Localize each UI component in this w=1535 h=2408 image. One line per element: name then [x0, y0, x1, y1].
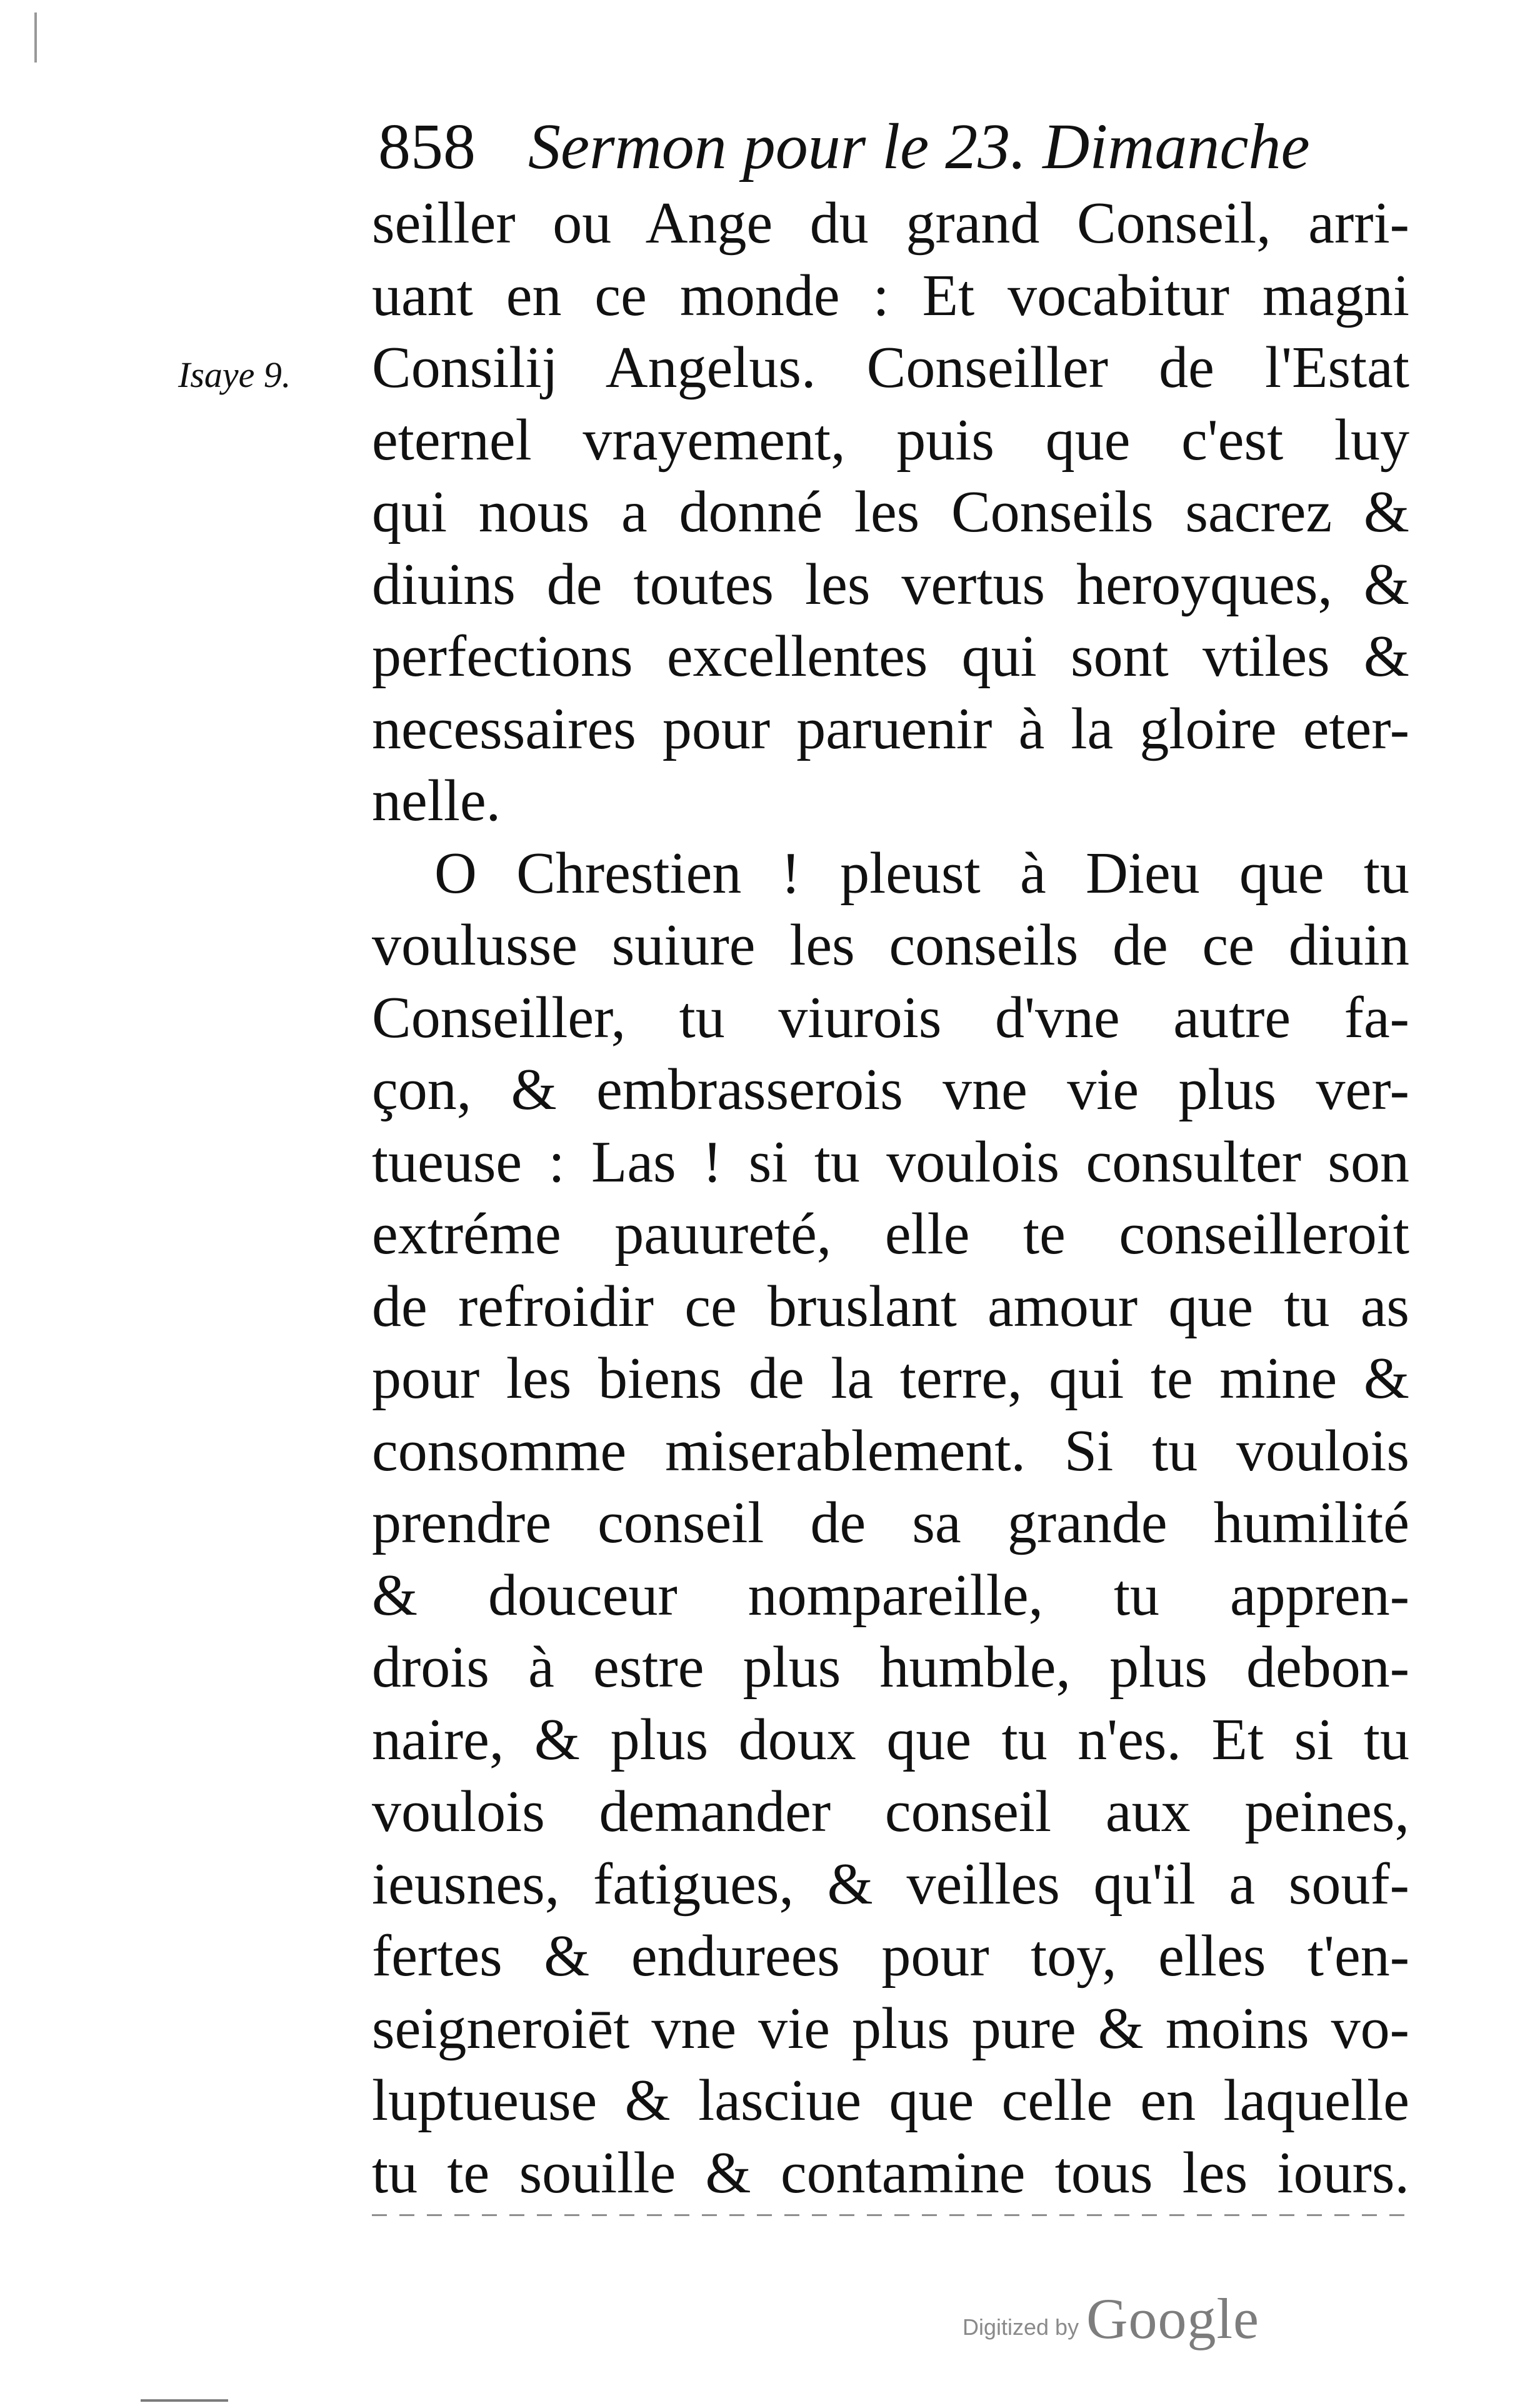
text-line: prendre conseil de sa grande humilité — [372, 1490, 1409, 1555]
text-line: pour les biens de la terre, qui te mine & — [372, 1346, 1409, 1411]
text-line: & douceur nompareille, tu appren- — [372, 1562, 1409, 1628]
text-line: luptueuse & lasciue que celle en laquelle — [372, 2068, 1409, 2133]
text-line: O Chrestien ! pleust à Dieu que tu — [434, 840, 1409, 906]
text-line: perfections excellentes qui sont vtiles & — [372, 624, 1409, 689]
text-line: uant en ce monde : Et vocabitur magni — [372, 263, 1409, 328]
google-logo: Google — [1086, 2287, 1259, 2350]
text-line: voulusse suiure les conseils de ce diuin — [372, 913, 1409, 978]
text-line: necessaires pour paruenir à la gloire eter- — [372, 696, 1409, 761]
digitized-watermark — [962, 2283, 1259, 2352]
margin-note: Isaye 9. — [178, 354, 291, 395]
text-line: nelle. — [372, 768, 501, 833]
text-line: seiller ou Ange du grand Conseil, arri- — [372, 191, 1409, 256]
text-line: eternel vrayement, puis que c'est luy — [372, 407, 1409, 473]
text-line: de refroidir ce bruslant amour que tu as — [372, 1273, 1409, 1339]
text-line: consomme miserablement. Si tu voulois — [372, 1418, 1409, 1483]
text-line: naire, & plus doux que tu n'es. Et si tu — [372, 1707, 1409, 1772]
footer-rule — [372, 2214, 1409, 2216]
text-line: diuins de toutes les vertus heroyques, & — [372, 551, 1409, 617]
watermark-caption: Digitized by — [962, 2314, 1079, 2340]
page-header — [378, 100, 1403, 194]
text-line: seigneroiēt vne vie plus pure & moins vo- — [372, 1995, 1409, 2061]
page-number: 858 — [378, 111, 476, 183]
text-line: drois à estre plus humble, plus debon- — [372, 1635, 1409, 1700]
text-line: çon, & embrasserois vne vie plus ver- — [372, 1057, 1409, 1122]
text-line: tueuse : Las ! si tu voulois consulter son — [372, 1129, 1409, 1195]
text-line: tu te souille & contamine tous les iours. — [372, 2140, 1409, 2205]
text-line: Conseiller, tu viurois d'vne autre fa- — [372, 985, 1409, 1050]
page-bottom-mark — [141, 2399, 228, 2402]
text-line: ieusnes, fatigues, & veilles qu'il a souf- — [372, 1851, 1409, 1917]
text-line: Consilij Angelus. Conseiller de l'Estat — [372, 335, 1409, 400]
text-line: qui nous a donné les Conseils sacrez & — [372, 479, 1409, 544]
text-line: fertes & endurees pour toy, elles t'en- — [372, 1924, 1409, 1989]
text-line: extréme pauureté, elle te conseilleroit — [372, 1201, 1409, 1267]
running-title: Sermon pour le 23. Dimanche — [528, 111, 1310, 183]
text-line: voulois demander conseil aux peines, — [372, 1779, 1409, 1844]
page-edge-mark — [34, 13, 37, 63]
body-text — [372, 188, 1409, 2209]
